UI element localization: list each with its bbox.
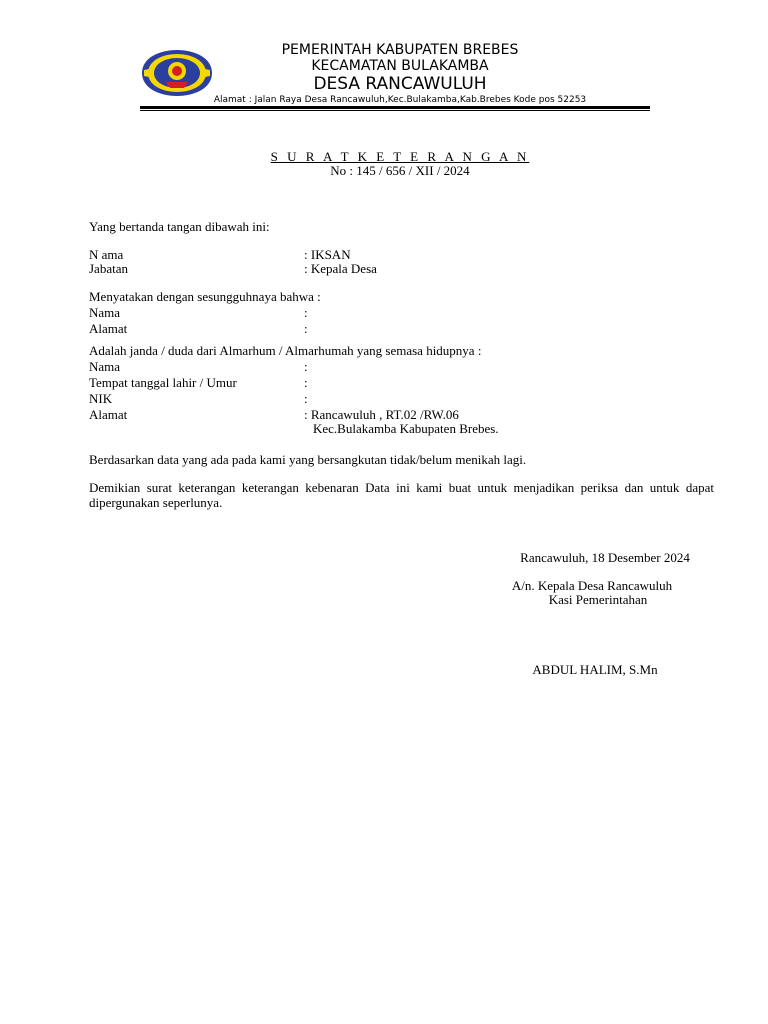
signature-on-behalf: A/n. Kepala Desa Rancawuluh xyxy=(511,578,673,593)
signature-position: Kasi Pemerintahan xyxy=(548,592,648,607)
subject-address-label: Alamat xyxy=(89,321,128,336)
signature-place-date: Rancawuluh, 18 Desember 2024 xyxy=(520,550,690,565)
signer-position-label: Jabatan xyxy=(89,261,128,276)
deceased-nik-value: : xyxy=(304,391,308,406)
deceased-nik-label: NIK xyxy=(89,391,113,406)
letterhead-divider-thick xyxy=(140,106,650,109)
letterhead-divider-thin xyxy=(140,110,650,111)
subject-name-value: : xyxy=(304,305,308,320)
statement-text: Menyatakan dengan sesungguhnaya bahwa : xyxy=(89,289,321,304)
letterhead-district: KECAMATAN BULAKAMBA xyxy=(311,58,489,74)
document-number: No : 145 / 656 / XII / 2024 xyxy=(330,163,470,178)
signer-name-value: : IKSAN xyxy=(304,247,351,262)
deceased-address-value: : Rancawuluh , RT.02 /RW.06 xyxy=(304,407,459,422)
letterhead-address: Alamat : Jalan Raya Desa Rancawuluh,Kec.Bulakamba,Kab.Brebes Kode pos 52253 xyxy=(213,95,587,105)
letterhead-village: DESA RANCAWULUH xyxy=(313,74,487,94)
deceased-address-label: Alamat xyxy=(89,407,128,422)
letterhead-government: PEMERINTAH KABUPATEN BREBES xyxy=(281,42,519,58)
subject-address-value: : xyxy=(304,321,308,336)
deceased-name-value: : xyxy=(304,359,308,374)
signer-position-value: : Kepala Desa xyxy=(304,261,377,276)
deceased-intro-text: Adalah janda / duda dari Almarhum / Almarhumah yang semasa hidupnya : xyxy=(89,343,482,358)
deceased-birth-value: : xyxy=(304,375,308,390)
document-title: S U R A T K E T E R A N G A N xyxy=(270,149,530,164)
signature-name: ABDUL HALIM, S.Mn xyxy=(532,662,658,677)
subject-name-label: Nama xyxy=(89,305,121,320)
intro-text: Yang bertanda tangan dibawah ini: xyxy=(89,219,270,234)
deceased-name-label: Nama xyxy=(89,359,121,374)
paragraph-marital-status: Berdasarkan data yang ada pada kami yang bersangkutan tidak/belum menikah lagi. xyxy=(89,452,527,467)
signer-name-label: N ama xyxy=(89,247,124,262)
deceased-address-continued: Kec.Bulakamba Kabupaten Brebes. xyxy=(313,421,499,436)
paragraph-closing: Demikian surat keterangan keterangan kebenaran Data ini kami buat untuk menjadikan periksa dan untuk dapat dipergunakan seperlunya. xyxy=(89,480,714,510)
deceased-birth-label: Tempat tanggal lahir / Umur xyxy=(89,375,237,390)
